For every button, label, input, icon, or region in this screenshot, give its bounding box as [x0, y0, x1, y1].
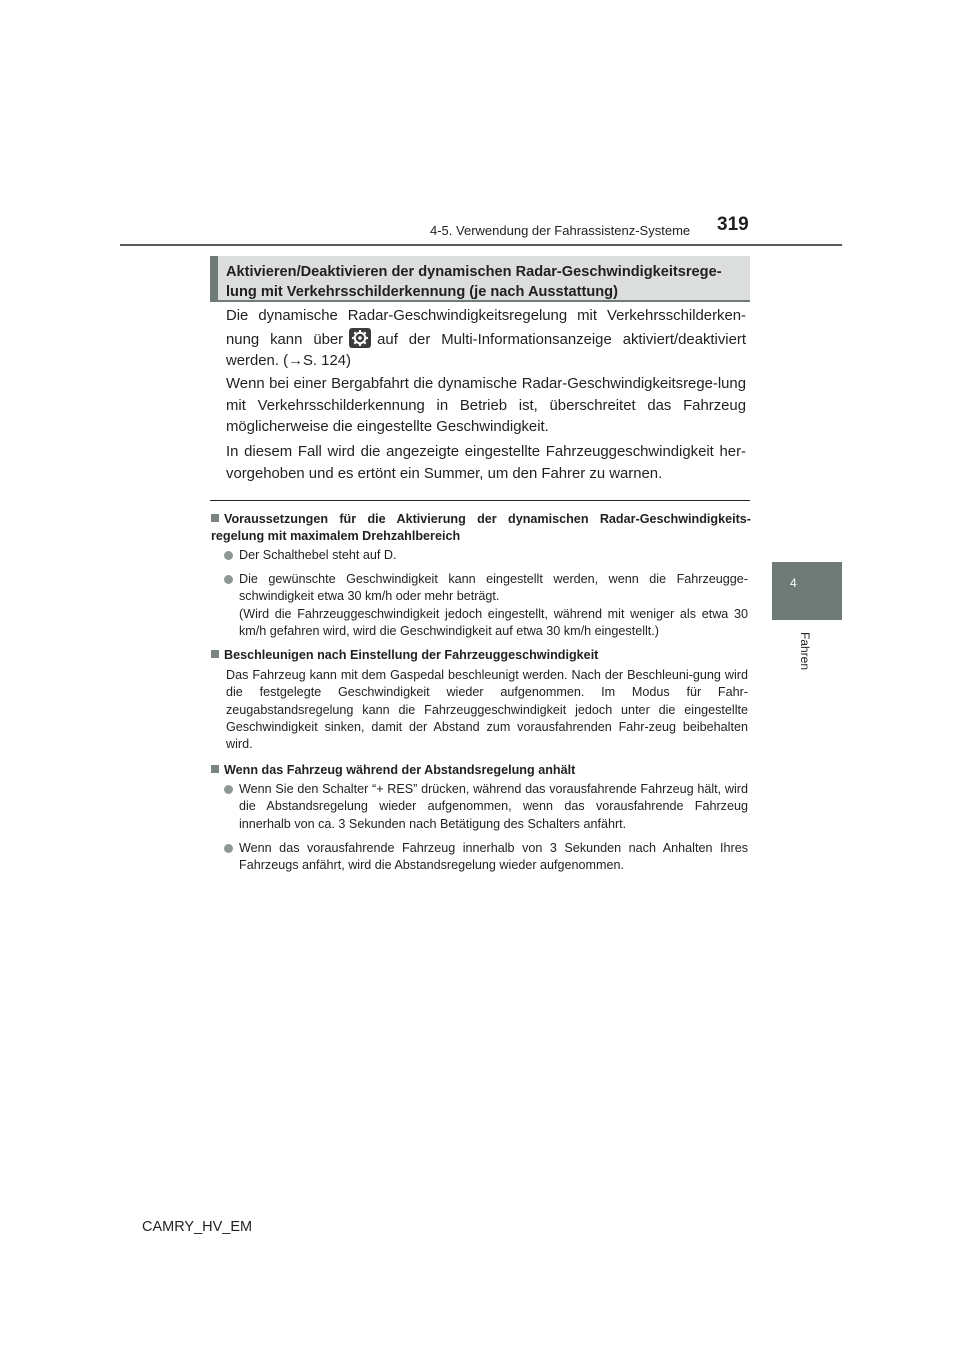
list-item-text: Wenn das vorausfahrende Fahrzeug innerhalb von 3 Sekunden nach Anhalten Ihres Fahrzeugs anfährt, wird die Abstandsregelung wieder aufgenommen. — [239, 841, 748, 873]
note-heading-acceleration — [211, 647, 751, 664]
gear-icon — [349, 328, 371, 348]
round-bullet-icon — [224, 551, 233, 560]
paragraph-3: In diesem Fall wird die angezeigte eingestellte Fahrzeuggeschwindigkeit her-vorgehoben und es ertönt ein Summer, um den Fahrer zu warnen. — [226, 444, 746, 482]
header-rule — [120, 244, 842, 246]
round-bullet-icon — [224, 575, 233, 584]
round-bullet-icon — [224, 844, 233, 853]
paragraph-2: Wenn bei einer Bergabfahrt die dynamische Radar-Geschwindigkeitsrege-lung mit Verkehrsschilderkennung in Betrieb ist, überschreitet das Fahrzeug möglicherweise die eingestellte Geschwindigkeit. — [226, 376, 746, 435]
note-heading-text: Wenn das Fahrzeug während der Abstandsregelung anhält — [224, 763, 576, 777]
note-heading-activation — [211, 511, 751, 545]
chapter-number: 4 — [790, 576, 797, 590]
note-heading-stop — [211, 762, 751, 779]
note-text-acceleration: Das Fahrzeug kann mit dem Gaspedal beschleunigt werden. Nach der Beschleuni-gung wird die festgelegte Geschwindigkeit wieder aufgenommen. Im Modus für Fahr-zeugabstandsregelung kann die Fahrzeuggeschwindigkeit jedoch unter die eingestellte Geschwindigkeit sinken, damit der Abstand zum vorausfahrenden Fahr-zeug beibehalten wird. — [226, 668, 748, 752]
chapter-label: Fahren — [798, 632, 812, 671]
header-section-path: 4-5. Verwendung der Fahrassistenz-Systeme — [430, 223, 691, 238]
section-divider — [210, 500, 750, 501]
list-item — [224, 781, 748, 833]
list-item — [224, 840, 748, 875]
footer-doc-code: CAMRY_HV_EM — [142, 1219, 253, 1235]
list-item-text: Der Schalthebel steht auf D. — [239, 548, 397, 562]
section-title: Aktivieren/Deaktivieren der dynamischen Radar-Geschwindigkeitsrege-lung mit Verkehrsschilderkennung (je nach Ausstattung) — [210, 256, 750, 302]
list-item — [224, 571, 748, 640]
paragraph-1-start: Die dynamische Radar-Geschwindigkeitsregelung mit Verkehrsschilderken-nung kann über — [226, 308, 746, 348]
paragraph-1-end: auf der Multi-Informationsanzeige aktiviert/deaktiviert werden. (→S. 124) — [226, 331, 746, 369]
square-bullet-icon — [211, 650, 219, 658]
list-item-text: Wenn Sie den Schalter “+ RES” drücken, während das vorausfahrende Fahrzeug hält, wird die Abstandsregelung wieder aufgenommen, wenn das vorausfahrende Fahrzeug innerhalb von ca. 3 Sekunden nach Betätigung des Schalters anfährt. — [239, 782, 748, 831]
page-number: 319 — [717, 214, 749, 235]
list-item — [224, 547, 748, 564]
note-heading-text: Beschleunigen nach Einstellung der Fahrzeuggeschwindigkeit — [224, 648, 599, 662]
square-bullet-icon — [211, 514, 219, 522]
square-bullet-icon — [211, 765, 219, 773]
list-item-subtext: (Wird die Fahrzeuggeschwindigkeit jedoch eingestellt, während mit weniger als etwa 30 km/h gefahren wird, wird die Geschwindigkeit auf etwa 30 km/h eingestellt.) — [239, 606, 748, 638]
note-heading-text: Voraussetzungen für die Aktivierung der dynamischen Radar-Geschwindigkeits-regelung mit maximalem Drehzahlbereich — [211, 512, 751, 543]
chapter-tab — [772, 562, 842, 620]
round-bullet-icon — [224, 785, 233, 794]
paragraph-1 — [226, 306, 746, 373]
list-item-text: Die gewünschte Geschwindigkeit kann eingestellt werden, wenn die Fahrzeugge-schwindigkeit etwa 30 km/h oder mehr beträgt. — [239, 572, 748, 604]
